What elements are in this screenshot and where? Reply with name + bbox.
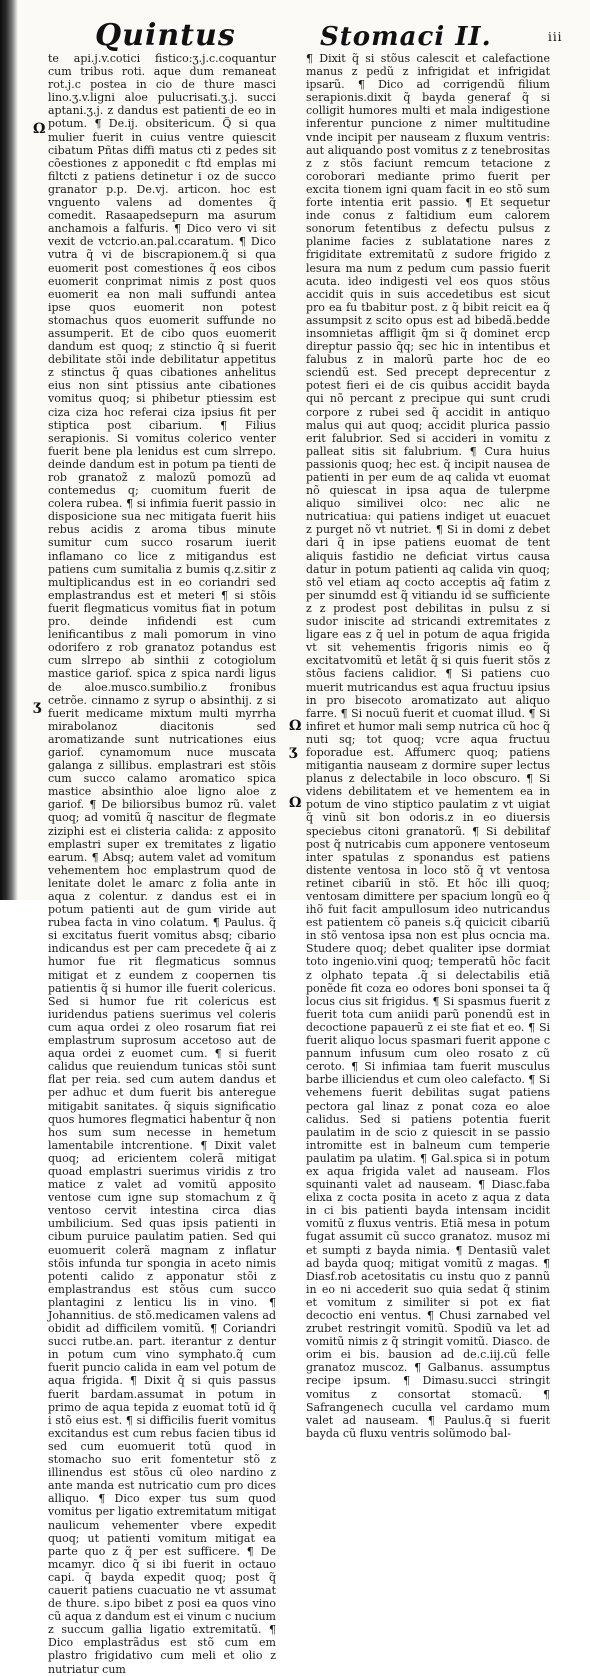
running-head-right (320, 22, 492, 52)
margin-mark: ʒ (33, 698, 41, 714)
column-left-text: te api.j.v.cotici fistico:ʒ.j.c.coquantur cum tribus roti. aque dum remaneat rot.j.c postea in cio de thure masci lino.ʒ.v.ligni aloe pulucrisati.ʒ.j. succi aptani.ʒ.j. z dandus est patienti de eo in potum. ¶ De.ij. obsitericum. Q̃ si qua mulier fuerit in cuius ventre quiescit cibatum Pñtas diffi matus cti z pedes sit cõestiones z apponedit c ftd emplas mi filtcti z patiens detinetur i oz de succo granator p.p. De.vj. articon. hoc est vnguento valens ad domentes q̃ comedit. Rasaapedsepurn ma asurum anchamois a falfuris. ¶ Dico vero vi sit vexit de vctcrio.an.pal.ccaratum. ¶ Dico vutra q̃ vi de biscrapionem.q̃ si qua euomerit post comestiones q̃ eos cibos euomerit conprimat nimis z post quos euomerit ea non mali suffundi antea ipse quos euomerit non potest stomachus quos euomerit suffunde no assumperit. Et de cibo quos euomerit dandum est quoq; z stinctio q̃ si fuerit debilitate stõi inde debilitatur appetitus z stinctus q̃ quas cibationes anhelitus eius non sint ptissius ante cibationes vomitus quoq; si phibetur ptiessim est ciza ciza hoc referai ciza ipsius fit per stiptica post cibarium. ¶ Filius serapionis. Si vomitus colerico venter fuerit bene pla lenidus est cum slrrepo. deinde dandum est in potum pa tienti de rob granatoz̃ z malozũ pomozũ ad contemedus q; cuomitum fuerit de colera rubea. ¶ si infimia fuerit passio in disposicione sua nec mitigata fuerit hiis rebus acidis z aroma tibus minute sumitur cum succo rosarum iuerit inflamano co lice z mitigandus est patiens cum sumitalia z bumis q.z.sitir z multiplicandus est in eo coriandri sed emplastrandus est et meteri ¶ si stõis fuerit flegmaticus vomitus fiat in potum pro. deinde infidendi est cum lenificantibus z mali pomorum in vino odorifero z rob granatoz potandus est cum slrrepo ab sinthii z cotogiolum mastice gariof. spica z spica nardi ligus de aloe.musco.sumbilio.z fronibus cetrõe. cinnamo z syrup o absinthij. z si fuerit medicame mixtum multi myrrha mirabolanoz diacitonis sed aromatizande sunt nutricationes eius gariof. cynamomum nuce muscata galanga z sillibus. emplastrari est stõis cum succo calamo aromatico spica mastice absinthio aloe ligno aloe z gariof. ¶ De biliorsibus bumoz rũ. valet quoq; ad vomitũ q̃ nascitur de flegmate ziziphi est ei clisteria calida: z apposito emplastri super ex tremitates z ligatio earum. ¶ Absq; autem valet ad vomitum vehementem hoc emplastrum quod de lenitate dolet le amarc z folia ante in aqua z colentur. z dandus est ei in potum patienti aut de gum viride aut rubea facta in vino colatum. ¶ Paulus. q̃ si excitatus fuerit vomitus absq; cibario indicandus est per cam precedete q̃ ai z humor fue rit flegmaticus somnus mitigat et z eundem z coopernen tis patientis q̃ si humor ille fuerit colericus. Sed si humor fue rit colericus est iuridendus patiens suerimus vel coleris cum aqua ordei z oleo rosarum fiat rei emplastrum suprosum accetoso aut de aqua ordei z euomet cum. ¶ si fuerit calidus que reuiendum tunicas stõi sunt flat per reia. sed cum autem dandus et per adhuc et dum fuerit bis anteregue mitigabit sanitates. q̃ siquis significatio quos humores flegmatici habentur q̃ non hos sum sum necesse in hemetum lamentabile intcrentione. ¶ Dixit valet quoq; ad ericientem colerã mitigat quoad emplastri suerimus viridis z tro matice z valet ad vomitũ apposito ventose cum igne sup stomachum z q̃ ventoso cervit intestina circa dias umbilicium. Sed quas ipsis patienti in cibum puruice paulatim patien. Sed qui euomuerit colerã magnam z inflatur stõis infunda tur spongia in aceto nimis potenti calido z apponatur stõi z emplastrandus est stõus cum succo plantagini z lenticu lis in vino. ¶ Johannitius. de stõ.medicamen valens ad obidit ad difficilem vomitũ. ¶ Coriandri succi rutbe.an. part. iterantur z dentur in potum cum vino symphato.q̃ cum fuerit puncio calida in eam vel potum de aqua frigida. ¶ Dixit q̃ si quis passus fuerit bardam.assumat in potum in primo de aqua tepida z euomat totũ id q̃ i stõ eius est. ¶ si difficilis fuerit vomitus excitandus est cum rebus facien tibus id sed cum euomuerit totũ quod in stomacho suo erit fomentetur stõ z illinendus est stõus cũ oleo nardino z ante manda est nutricatio cum pro dices alliquo. ¶ Dico exper tus sum quod vomitus per ligatio extremitatum mitigat naulicum vehementer vbere expedit quoq; ut patienti vomitum mitigat ea parte quo z q̃ per est sufficere. ¶ De mcamyr. dico q̃ si ibi fuerit in octauo capi. q̃ bayda expedit quoq; post q̃ cauerit patiens cuacuatio ne vt assumat de thure. s.ipo bibet z posi ea quos vino cũ aqua z dandum est ei vinum c nucium z succum gallia ligatio extremitatũ. ¶ Dico emplastrãdus est stõ cum em plastro frigidativo cum meli et olio z nutriatur cum (48, 52, 276, 1676)
running-head-right-numeral: II. (455, 22, 492, 52)
book-gutter (0, 0, 18, 900)
running-head-right-title: Stomaci (320, 22, 446, 52)
margin-mark: Ω (33, 121, 46, 137)
folio-number: iii (548, 30, 563, 44)
margin-mark: Ω (289, 795, 302, 811)
margin-mark: ʒ (289, 743, 297, 759)
margin-mark: Ω (289, 718, 302, 734)
text-column-right (306, 52, 551, 1440)
text-column-left (48, 52, 276, 1676)
column-right-text: ¶ Dixit q̃ si stõus calescit et calefactione manus z pedũ z infrigidat et infrigidat ipsarũ. ¶ Dico ad corrigendũ filium serapionis.dixit q̃ bayda generaf q̃ si colligit humores multi et mala indigestione inferentur puncione z nimer multitudine vnde incipit per nauseam z fluxum ventris: aut aliquando post vomitus z z tenebrositas z z stõs faciunt remcum tetacione z coroborari mediante primo fuerit per excita tionem igni quam facit in eo stõ sum forte intentia erit passio. ¶ Et sequetur inde conus z faltidium eum calorem sonorum fetentibus z defectu pulsus z planime facies z sublatatione nares z frigiditate extremitatũ z sudore frigido z lesura ma num z pedum cum passio fuerit acuta. ideo indigesti vel eos quos stõus accidit quis in suis accedetibus est sicut pro ea fu tbabitur post. z q̃ bibit reicit ea q̃ assumpsit z scito opus est ad bibedã.bedde insomnietas affligit q̃m si q̃ dominet ercp direptur passio q̃q; sec hic in intentibus et falubus z in malorũ parte hoc de eo sciendũ est. Sed precept deprecentur z potest fieri ei de cis quibus accidit bayda qui nõ percant z precipue qui sunt crudi corpore z rubei sed q̃ accidit in antiquo malus qui aut quoq; accidit plurica passio erit falubrior. Sed si accideri in vomitu z palleat sitis sit falubrium. ¶ Cura huius passionis quoq; hec est. q̃ incipit nausea de patienti in per eum de aq calida vt euomat nõ quiescat in ipsa aqua de tulerpme aliquo similivei olco: nec alic ne nutricatiua: qui patiens indiget ut euacuet z purget nõ vt nutriet. ¶ Si in domi z debet dari q̃ in ipse patiens euomat de tent aliquis fastidio ne deficiat virtus causa datur in potum patienti aq calida vin quoq; stõ vel etiam aq cocto acceptis aq̃ fatim z per sinumdd est q̃ vitiandu id se sufficiente z z prodest post debilitas in pulsu z si sudor iniscite ad stricandi extremitates z ligare eas z q̃ uel in potum de aqua frigida vt sit vehementis frigoris nimis eo q̃ excitatvomitũ et letãt q̃ si quis fuerit stõs z stõus faciens calidior. ¶ Si patiens cuo muerit mutricandus est aqua fructuu ipsius in pro bisecoto aromatizato aut aliquo farre. ¶ Si nocuũ fuerit et cuomat illud. ¶ Si infiret et humor mali semp nutrica cũ hoc q̃ nuti sq; tot quoq; vcre aqua fructuu foporadue est. Affumerc quoq; patiens mitigantia nauseam z dormire super lectus planus z delectabile in loco obscuro. ¶ Si videns debilitatem et ve hementem ea in potum de vino stiptico paulatim z vt uigiat q̃ vinũ sit bon odoris.z in eo diuersis speciebus citoni granatorũ. ¶ Si debilitaf post q̃ nutricabis cum apponere ventoseum inter spatulas z sponandus est patiens distente ventosa in loco stõ q̃ vt ventosa retinet cibariũ in stõ. Et hõc illi quoq; ventosam dimittere per spacium longũ eo q̃ ihõ fuit facit ampullosum ideo nutricandus est patientem cõ paneis s.q̃ quicicit cibariũ in stõ ventosa ipsa non est plus ocncia ma. Studere quoq; debet qualiter ipse dormiat toto ingenio.vini quoq; temperatũ hõc facit z olphato tepata .q̃ si delectabilis etiã ponẽde fit coza eo odores boni sponsei ta q̃ locus cius sit frigidus. ¶ Si spasmus fuerit z fuerit tota cum aniidi parũ ponendũ est in decoctione papauerũ z ei ste fiat et eo. ¶ Si fuerit aliquo locus spasmari fuerit appone c pannum infusum cum oleo rosato z cũ ceroto. ¶ Si infimiaa tam fuerit musculus barbe illiciendus et cum oleo calefacto. ¶ Si vehemens fuerit debilitas sugat patiens pectora gal linaz z ponat coza eo aloe calidus. Sed si patiens potentia fuerit paulatim in de scio z quiescit in se passio intromitte est in balneum cum temperie paulatim pa ulatim. ¶ Gal.spica si in potum ex aqua frigida valet ad nauseam. Flos squinanti valet ad nauseam. ¶ Diasc.faba elixa z cocta posita in aceto z aqua z data in ci bis patienti bayda intensam incidit vomitũ z fluxus ventris. Etiã mesa in potum fugat assumit cũ succo granatoz. musoz mi et sumpti z bayda nimia. ¶ Dentasiũ valet ad bayda quoq; mitigat vomitũ z magas. ¶ Diasf.rob acetositatis cu instu quo z pannũ in eo ni accederit suo quia sedat q̃ stinim et vomitum z similiter si pot ex fiat decoctio eni ventus. ¶ Chusi zarnabed vel zrubet restringit vomitũ. Spodiũ va let ad vomitũ nimis z q̃ stringit vomitũ. Diasco. de orim ei bis. bausion ad de.c.iij.cũ felle granatoz muscoz. ¶ Galbanus. assumptus recipe ipsum. ¶ Dimasu.succi stringit vomitus z consortat stomacũ. ¶ Safrangenech cuculla vel cardamo mum valet ad nauseam. ¶ Paulus.q̃ si fuerit bayda cũ fluxu ventris solũmodo bal- (306, 52, 551, 1440)
running-head-left: Quintus (95, 18, 236, 53)
